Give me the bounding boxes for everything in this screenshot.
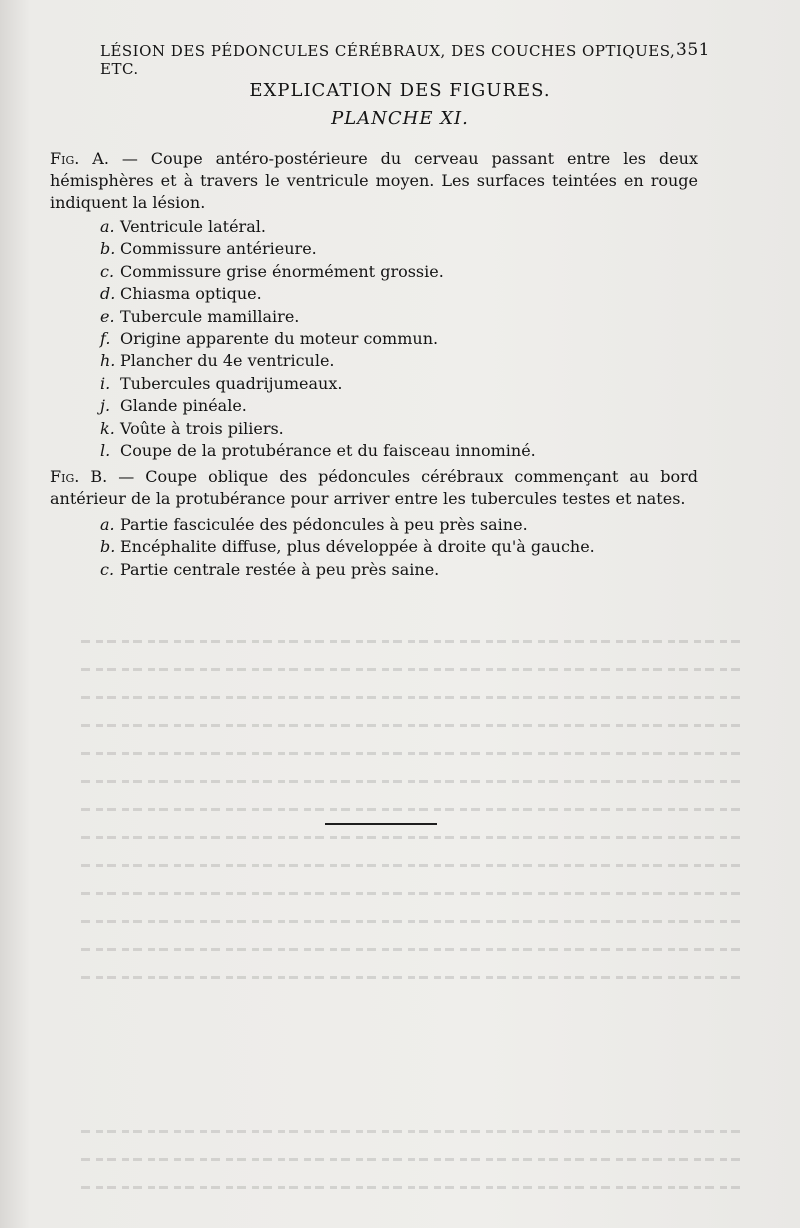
legend-item: c. Commissure grise énormément grossie. xyxy=(100,261,444,281)
fig-a-label: Fig. A. xyxy=(50,149,109,168)
legend-item: b. Commissure antérieure. xyxy=(100,239,317,259)
legend-item: b. Encéphalite diffuse, plus développée à droite qu'à gauche. xyxy=(100,537,595,557)
fig-b-legend xyxy=(100,514,660,581)
fig-b-label: Fig. B. xyxy=(50,467,108,486)
page-number: 351 xyxy=(676,40,710,60)
legend-item: f. Origine apparente du moteur commun. xyxy=(100,329,439,349)
legend-item: j. Glande pinéale. xyxy=(100,396,247,416)
legend-item: c. Partie centrale restée à peu près saine. xyxy=(100,559,440,579)
legend-item: e. Tubercule mamillaire. xyxy=(100,306,300,326)
plate-title: PLANCHE XI. xyxy=(331,108,469,129)
legend-item: k. Voûte à trois piliers. xyxy=(100,418,284,438)
legend-item: a. Partie fasciculée des pédoncules à peu près saine. xyxy=(100,515,528,534)
fig-a-legend xyxy=(100,216,660,462)
running-head xyxy=(100,42,710,78)
fig-b-text: — Coupe oblique des pédoncules cérébraux commençant au bord antérieur de la protubérance pour arriver entre les tubercules testes et nates. xyxy=(50,467,698,508)
legend-item: l. Coupe de la protubérance et du faisceau innominé. xyxy=(100,441,536,461)
fig-a-caption xyxy=(50,148,698,214)
legend-item: a. Ventricule latéral. xyxy=(100,217,266,236)
legend-item: i. Tubercules quadrijumeaux. xyxy=(100,373,343,393)
legend-item: d. Chiasma optique. xyxy=(100,284,262,304)
section-divider xyxy=(325,823,437,825)
section-heading: EXPLICATION DES FIGURES. xyxy=(249,80,551,101)
running-head-title: LÉSION DES PÉDONCULES CÉRÉBRAUX, DES COUCHES OPTIQUES, ETC. xyxy=(100,42,676,78)
fig-b-caption xyxy=(50,466,698,510)
legend-item: h. Plancher du 4e ventricule. xyxy=(100,351,335,371)
fig-a-text: — Coupe antéro-postérieure du cerveau passant entre les deux hémisphères et à travers le ventricule moyen. Les surfaces teintées en rouge indiquent la lésion. xyxy=(50,149,698,212)
